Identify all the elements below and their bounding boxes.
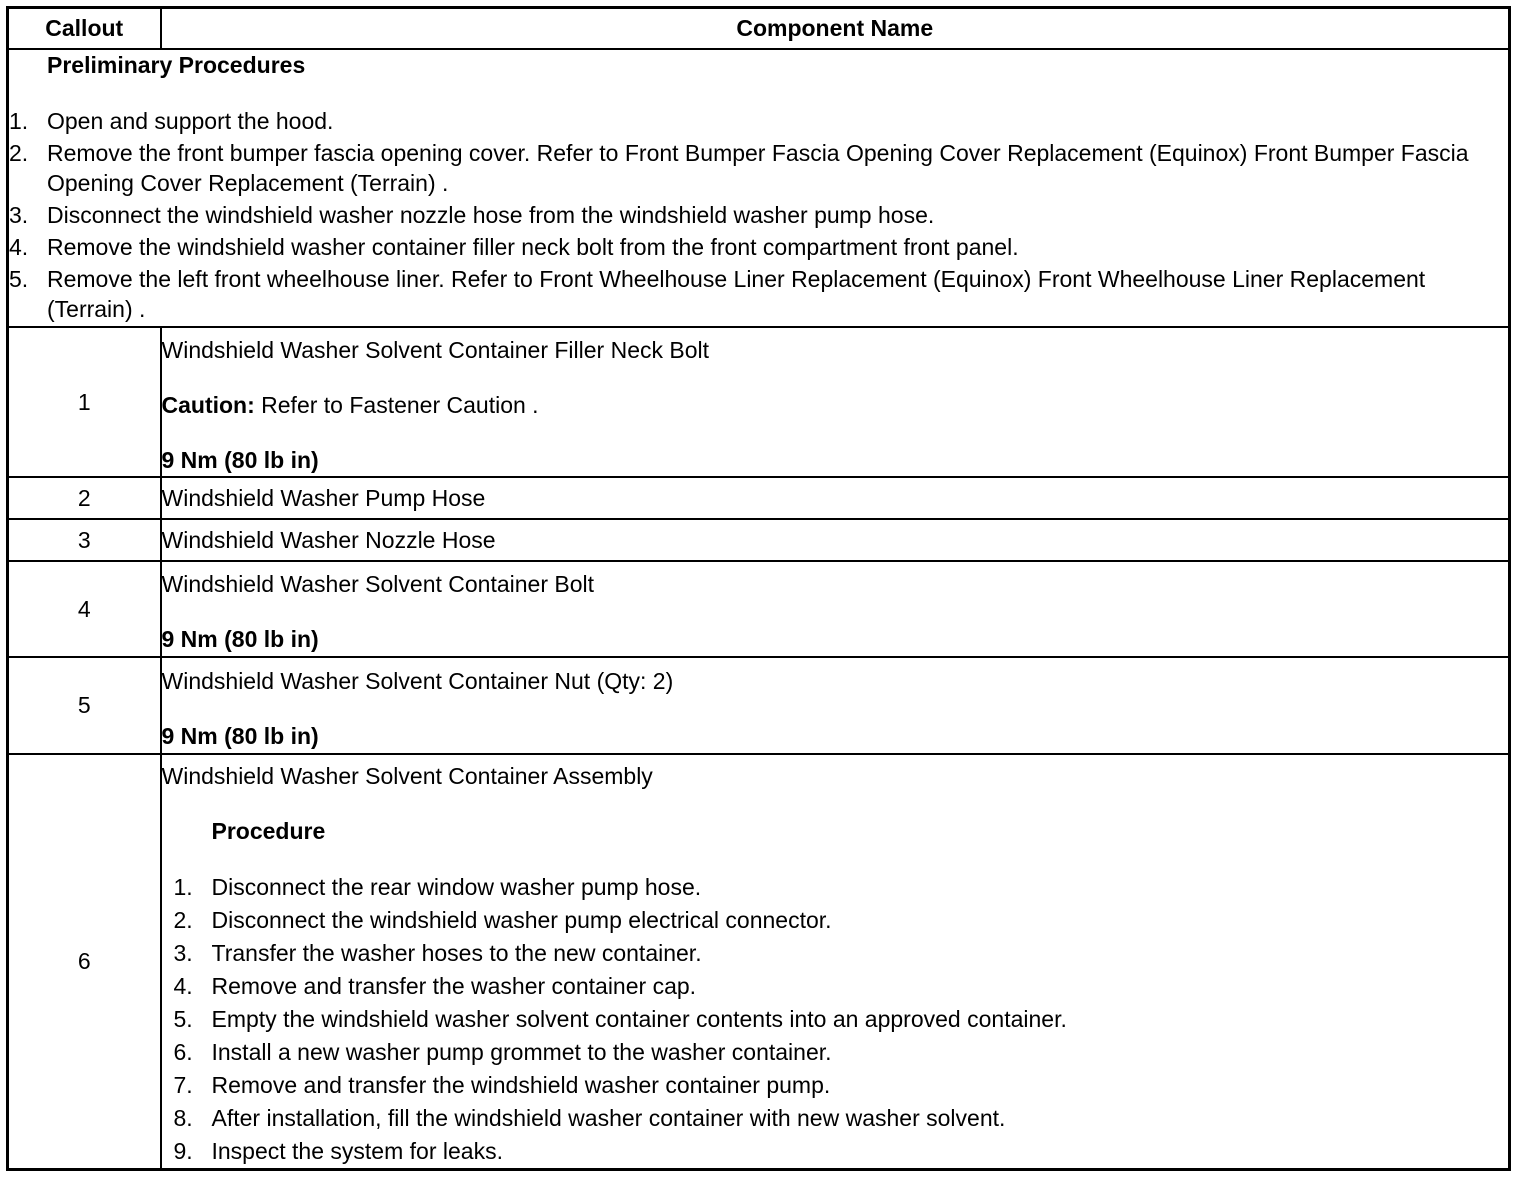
component-name: Windshield Washer Solvent Container Bolt <box>161 571 595 597</box>
preliminary-row <box>8 49 1510 327</box>
step-number: 9. <box>173 1138 193 1164</box>
callout-number: 2 <box>8 477 161 519</box>
component-cell <box>161 657 1510 754</box>
list-item <box>174 970 1509 1003</box>
step-text: Remove and transfer the windshield washer container pump. <box>211 1072 831 1098</box>
step-number: 3. <box>9 202 29 228</box>
step-number: 2. <box>9 140 29 166</box>
callout-number: 4 <box>8 561 161 657</box>
preliminary-procedures <box>8 49 1510 327</box>
component-name: Windshield Washer Solvent Container Assembly <box>161 763 653 789</box>
preliminary-title: Preliminary Procedures <box>47 52 306 78</box>
component-name: Windshield Washer Solvent Container Nut (Qty: 2) <box>161 667 674 694</box>
list-item <box>9 106 1508 136</box>
table-header-row <box>8 8 1510 50</box>
step-number: 1. <box>9 108 29 134</box>
header-component-name: Component Name <box>161 8 1510 50</box>
list-item <box>174 1003 1509 1036</box>
step-text: Transfer the washer hoses to the new container. <box>211 940 702 966</box>
step-text: Inspect the system for leaks. <box>211 1138 503 1164</box>
step-number: 8. <box>173 1105 193 1131</box>
list-item <box>174 871 1509 904</box>
caution-text: Refer to Fastener Caution . <box>254 391 539 418</box>
step-text: After installation, fill the windshield washer container with new washer solvent. <box>211 1105 1006 1131</box>
step-text: Disconnect the windshield washer nozzle hose from the windshield washer pump hose. <box>47 202 935 228</box>
callout-number: 5 <box>8 657 161 754</box>
step-text: Remove the windshield washer container filler neck bolt from the front compartment front panel. <box>47 234 1019 260</box>
caution-note <box>162 390 1509 421</box>
header-callout: Callout <box>8 8 161 50</box>
torque-spec: 9 Nm (80 lb in) <box>161 722 319 749</box>
step-text: Install a new washer pump grommet to the washer container. <box>211 1039 832 1065</box>
component-cell <box>161 754 1510 1170</box>
table-row <box>8 477 1510 519</box>
component-cell <box>161 519 1510 561</box>
table-row <box>8 561 1510 657</box>
torque-spec: 9 Nm (80 lb in) <box>161 626 319 652</box>
step-number: 2. <box>173 907 193 933</box>
caution-label: Caution: <box>161 391 255 418</box>
component-name: Windshield Washer Pump Hose <box>161 484 486 511</box>
callout-number: 6 <box>8 754 161 1170</box>
list-item <box>9 232 1508 262</box>
preliminary-steps-list <box>9 106 1508 324</box>
component-name: Windshield Washer Nozzle Hose <box>161 526 496 553</box>
component-cell <box>161 327 1510 477</box>
component-table <box>6 6 1511 1171</box>
table-row <box>8 754 1510 1170</box>
step-text: Remove the front bumper fascia opening cover. Refer to Front Bumper Fascia Opening Cover Replacement (Equinox) Front Bumper Fascia Opening Cover Replacement (Terrain) . <box>47 140 1469 196</box>
step-number: 6. <box>173 1039 193 1065</box>
callout-number: 3 <box>8 519 161 561</box>
procedure-title: Procedure <box>211 818 326 844</box>
component-cell <box>161 561 1510 657</box>
torque-spec: 9 Nm (80 lb in) <box>161 446 319 473</box>
list-item <box>174 904 1509 937</box>
step-text: Disconnect the rear window washer pump hose. <box>211 874 702 900</box>
list-item <box>174 937 1509 970</box>
list-item <box>174 1135 1509 1168</box>
step-number: 7. <box>173 1072 193 1098</box>
list-item <box>174 1069 1509 1102</box>
step-number: 5. <box>9 266 29 292</box>
component-name: Windshield Washer Solvent Container Filler Neck Bolt <box>161 336 710 363</box>
step-number: 1. <box>173 874 193 900</box>
step-text: Empty the windshield washer solvent container contents into an approved container. <box>211 1006 1067 1032</box>
step-number: 5. <box>173 1006 193 1032</box>
step-text: Remove and transfer the washer container cap. <box>211 973 697 999</box>
list-item <box>9 138 1508 198</box>
component-cell <box>161 477 1510 519</box>
step-number: 3. <box>173 940 193 966</box>
step-text: Open and support the hood. <box>47 108 334 134</box>
list-item <box>9 200 1508 230</box>
table-row <box>8 657 1510 754</box>
table-row <box>8 519 1510 561</box>
step-number: 4. <box>9 234 29 260</box>
step-text: Disconnect the windshield washer pump electrical connector. <box>211 907 832 933</box>
step-number: 4. <box>173 973 193 999</box>
procedure-steps-list <box>162 871 1509 1168</box>
callout-number: 1 <box>8 327 161 477</box>
list-item <box>9 264 1508 324</box>
step-text: Remove the left front wheelhouse liner. Refer to Front Wheelhouse Liner Replacement (Equinox) Front Wheelhouse Liner Replacement (Terrain) . <box>47 266 1426 322</box>
list-item <box>174 1102 1509 1135</box>
table-row <box>8 327 1510 477</box>
list-item <box>174 1036 1509 1069</box>
